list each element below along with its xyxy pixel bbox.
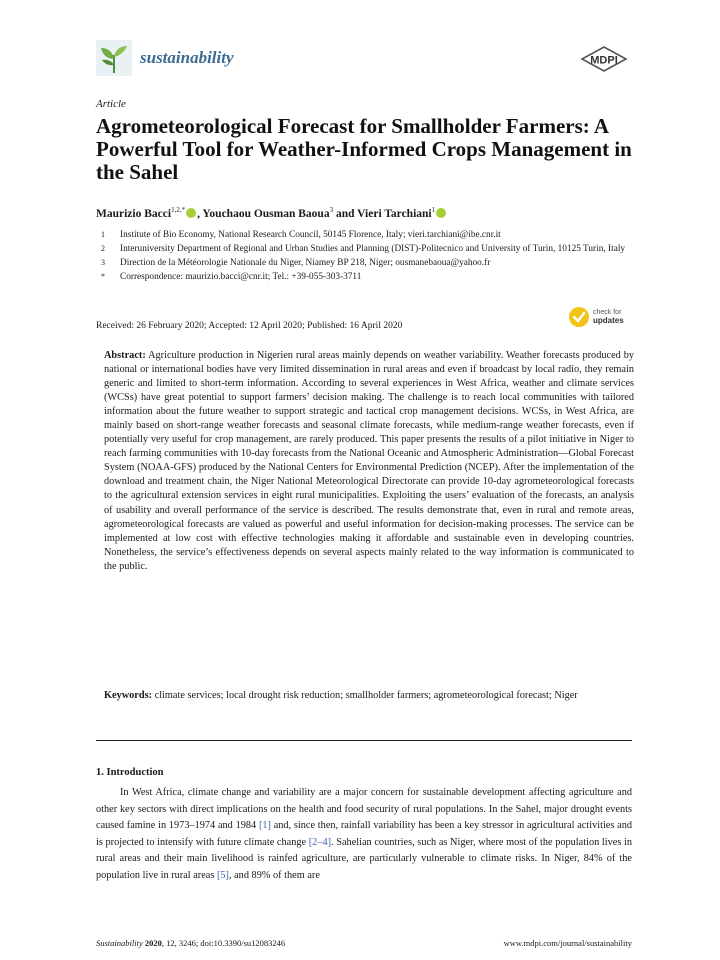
author-name[interactable]: Vieri Tarchiani (357, 207, 432, 220)
section-divider (96, 740, 632, 741)
affiliation-number: 3 (101, 258, 105, 267)
footer-year: 2020 (144, 938, 162, 948)
footer-url[interactable]: www.mdpi.com/journal/sustainability (503, 938, 632, 948)
mdpi-logo (578, 45, 630, 75)
affiliation-item (96, 228, 636, 242)
abstract-text: Agriculture production in Nigerien rural areas mainly depends on weather variability. Weather forecasts produced by national or international bodies have very limited dissemination in rural areas and even if broadcast by local radio, they remain generic and limited to short-term information. According to several experiences in West Africa, weather and climate services (WCSs) have great potential to support farmers’ decision making. The challenge is to reach local communities with tailored information about the future weather to support strategic and tactical crop management decisions. WCSs, in West Africa, are mainly based on short-range weather forecasts and seasonal climate forecasts, while medium-range weather forecasts, even if potentially very useful for crop management, are rarely produced. This paper presents the results of a pilot initiative in Niger to reach farming communities with 10-day forecasts from the National Oceanic and Atmospheric Administration—Global Forecast System (NOAA-GFS) produced by the National Centers for Environmental Prediction (NCEP). After the implementation of the download and treatment chain, the Niger National Meteorological Directorate can provide 10-day agrometeorological forecasts to the agricultural extension services in eight rural municipalities. Exploiting the users’ evaluation of the forecasts, an analysis of usability and overall performance of the service is described. The results demonstrate that, even in rural and remote areas, agrometeorological forecasts are valued as powerful and useful information for decision-making processes. The service can be implemented at low cost with effective technologies making it affordable and sustainable even in developing countries. Nonetheless, the service’s effectiveness depends on several aspects mainly related to the way information is communicated to the public. (104, 350, 634, 572)
intro-text: and, since then, rainfall variability has been a key stressor in agricultural activities and is projected to intensify with future climate change (96, 820, 632, 848)
affiliation-number: 1 (101, 230, 105, 239)
correspondence-item (96, 270, 636, 284)
author-affil-sup: 3 (329, 206, 334, 214)
check-updates-icon (568, 306, 590, 328)
publisher-logo-text: MDPI (590, 54, 618, 67)
article-type: Article (96, 98, 126, 110)
intro-text: , and 89% of them are (228, 869, 320, 881)
abstract-label: Abstract: (104, 350, 146, 361)
affiliation-text: Interuniversity Department of Regional and Urban Studies and Planning (DIST)-Politecnico and University of Turin, 10125 Turin, Italy (120, 244, 626, 254)
keywords (104, 688, 634, 703)
orcid-icon[interactable] (436, 208, 446, 218)
footer-citation (96, 938, 285, 948)
intro-text: . Sahelian countries, such as Niger, where most of the population lives in rural areas and their main livelihood is rainfed agriculture, are particularly vulnerable to climate risks. In Niger, 84% of the population live in rural areas (96, 836, 632, 881)
author-name[interactable]: Maurizio Bacci (96, 207, 172, 220)
citation-link[interactable]: [1] (258, 820, 271, 832)
affiliation-number: 2 (101, 244, 105, 253)
citation-link[interactable]: [5] (216, 869, 229, 881)
intro-paragraph (96, 785, 632, 885)
check-updates-label: check for updates (593, 309, 624, 325)
affiliation-number: * (101, 272, 105, 281)
article-title: Agrometeorological Forecast for Smallholder Farmers: A Powerful Tool for Weather-Informed Crops Management in the Sahel (96, 114, 632, 184)
affiliation-list (96, 228, 636, 284)
affiliation-text: Institute of Bio Economy, National Research Council, 50145 Florence, Italy; vieri.tarchiani@ibe.cnr.it (120, 230, 501, 240)
orcid-icon[interactable] (186, 208, 196, 218)
sprout-icon (96, 40, 132, 76)
correspondence-text: Correspondence: maurizio.bacci@cnr.it; Tel.: +39-055-303-3711 (120, 272, 362, 282)
section-heading: 1. Introduction (96, 767, 164, 778)
affiliation-item (96, 256, 636, 270)
keywords-text: climate services; local drought risk reduction; smallholder farmers; agrometeorological forecast; Niger (154, 690, 578, 701)
author-affil-sup: 1,2,* (171, 206, 186, 214)
footer-doi: , 12, 3246; doi:10.3390/su12083246 (161, 938, 286, 948)
publication-dates: Received: 26 February 2020; Accepted: 12 April 2020; Published: 16 April 2020 (96, 321, 403, 331)
footer-journal: Sustainability (96, 938, 143, 948)
author-list (96, 206, 447, 220)
journal-logo (96, 40, 234, 76)
keywords-label: Keywords: (104, 690, 153, 701)
affiliation-text: Direction de la Météorologie Nationale du Niger, Niamey BP 218, Niger; ousmanebaoua@yahoo.fr (120, 258, 491, 268)
abstract (104, 349, 634, 574)
journal-name: sustainability (140, 48, 234, 67)
citation-link[interactable]: [2–4] (308, 836, 332, 848)
author-separator: , (197, 207, 203, 220)
author-affil-sup: 1 (431, 206, 436, 214)
author-name[interactable]: Youchaou Ousman Baoua (202, 207, 330, 220)
affiliation-item (96, 242, 636, 256)
author-separator: and (333, 207, 358, 220)
intro-text: In West Africa, climate change and variability are a major concern for sustainable development affecting agriculture and other key sectors with direct implications on the health and food security of rural populations. In the Sahel, major drought events caused famine in 1973–1974 and 1984 (96, 787, 632, 832)
check-for-updates-badge[interactable] (568, 306, 624, 328)
